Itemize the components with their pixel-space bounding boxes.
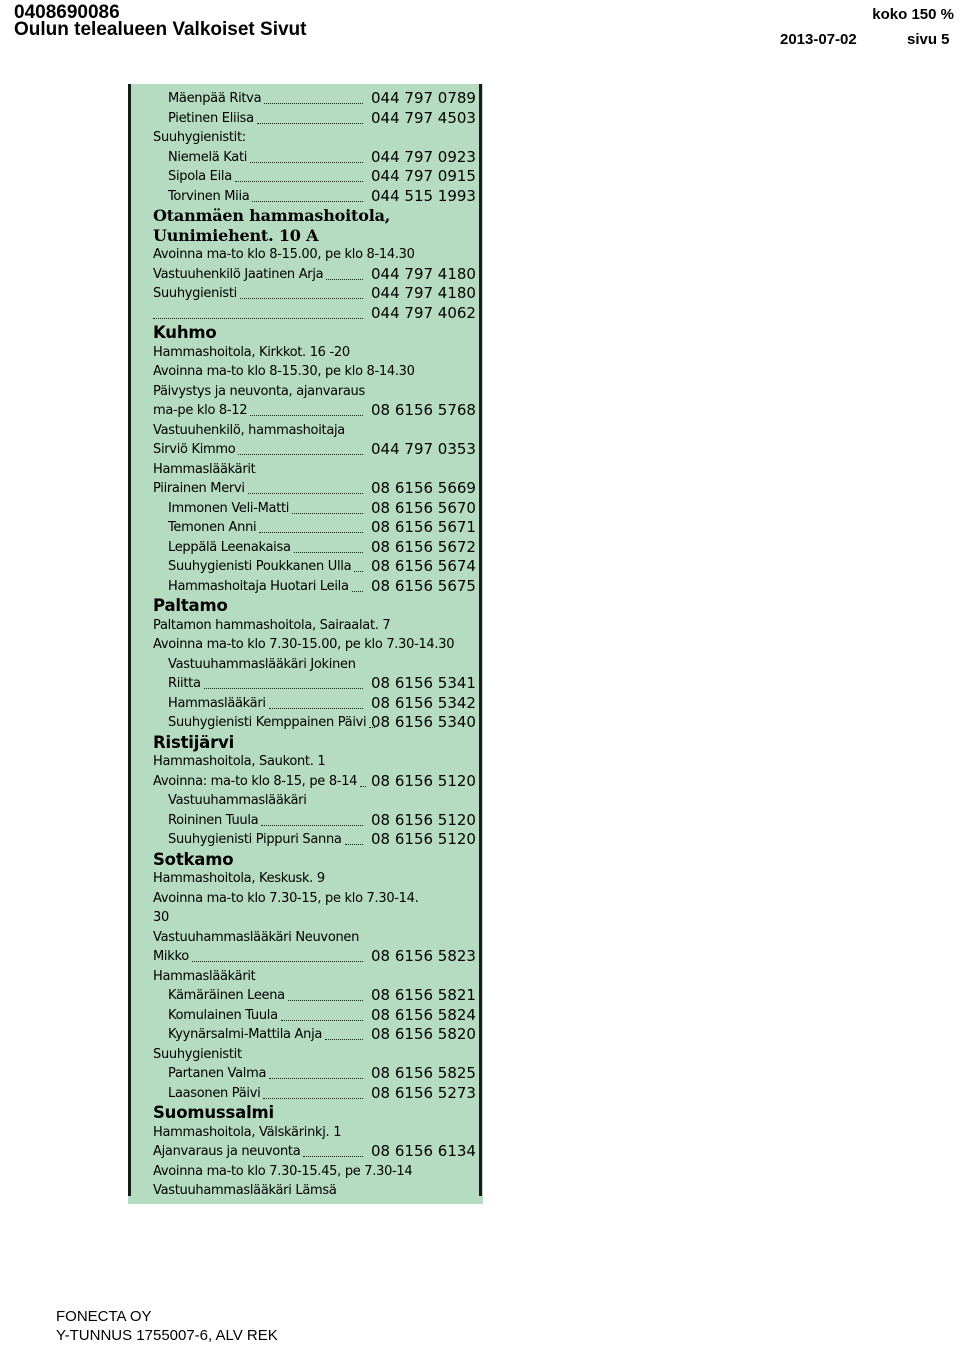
entry-name: Vastuuhenkilö Jaatinen Arja: [153, 266, 324, 282]
section-heading-text: Kuhmo: [153, 323, 217, 342]
listing-entry: [128, 889, 483, 909]
listing-entry: [128, 479, 483, 499]
listing-entry: [128, 947, 483, 967]
dot-leader: [264, 89, 363, 104]
footer-business-id: Y-TUNNUS 1755007-6, ALV REK: [56, 1327, 278, 1344]
zoom-level: koko 150 %: [872, 6, 954, 23]
dot-leader: [326, 265, 363, 280]
listing-entry: [128, 382, 483, 402]
phone-number: 08 6156 5672: [371, 537, 476, 556]
listing-entry: [128, 245, 483, 265]
entry-name: Mikko: [153, 949, 189, 964]
entry-name: Suuhygienisti Kemppainen Päivi: [168, 715, 367, 730]
listing-entry: [128, 1181, 483, 1201]
listing-entry: [128, 635, 483, 655]
phone-number: 08 6156 5341: [371, 674, 476, 692]
entry-name: Roininen Tuula: [168, 812, 259, 828]
dot-leader: [294, 538, 363, 553]
entry-name: Avoinna: ma-to klo 8-15, pe 8-14: [153, 773, 358, 789]
entry-name: Mäenpää Ritva: [168, 91, 262, 106]
entry-name: Suuhygienisti Poukkanen Ulla: [168, 559, 352, 574]
entry-name: Vastuuhammaslääkäri Jokinen: [168, 656, 356, 672]
entry-name: 30: [153, 910, 169, 925]
dot-leader: [292, 499, 363, 514]
entry-name: Kyynärsalmi-Mattila Anja: [168, 1027, 323, 1042]
dot-leader: [204, 674, 363, 689]
entry-name: Suuhygienisti Pippuri Sanna: [168, 832, 342, 847]
dot-leader: [261, 811, 363, 826]
listing-entry: [128, 577, 483, 597]
listing-entry: [128, 518, 483, 538]
phone-number: 044 797 0789: [371, 89, 476, 107]
print-date: 2013-07-02: [780, 31, 857, 48]
listing-entry: [128, 908, 483, 928]
listing-entry: [128, 928, 483, 948]
phone-number: 08 6156 5768: [371, 401, 476, 419]
section-heading: [128, 733, 483, 753]
phone-number: 08 6156 5825: [371, 1064, 476, 1082]
section-heading-text: Otanmäen hammashoitola,: [153, 206, 391, 225]
entry-name: Hammashoitaja Huotari Leila: [168, 578, 349, 594]
listing-entry: [128, 752, 483, 772]
dot-leader: [248, 479, 363, 494]
entry-name: Riitta: [168, 676, 201, 691]
listing-entry: [128, 1025, 483, 1045]
header-phone: 0408690086: [14, 2, 120, 23]
section-heading: [128, 596, 483, 616]
listing-entry: [128, 616, 483, 636]
listing-entry: [128, 674, 483, 694]
dot-leader: [250, 148, 363, 163]
listing-entry: [128, 187, 483, 207]
phone-number: 044 797 0923: [371, 147, 476, 166]
listing-entry: [128, 967, 483, 987]
entry-name: Vastuuhammaslääkäri Lämsä: [153, 1183, 337, 1198]
phone-number: 044 797 0353: [371, 440, 476, 458]
phone-number: 08 6156 5120: [371, 810, 476, 829]
entry-name: Hammashoitola, Kirkkot. 16 -20: [153, 344, 350, 360]
entry-name: Temonen Anni: [168, 520, 257, 535]
phone-number: 08 6156 5670: [371, 498, 476, 517]
phone-number: 044 797 4062: [371, 303, 476, 322]
entry-name: ma-pe klo 8-12: [153, 403, 248, 418]
listing-entry: [128, 440, 483, 460]
listing-entry: [128, 811, 483, 831]
section-heading: [128, 850, 483, 870]
entry-name: Torvinen Miia: [168, 188, 250, 204]
section-heading: [128, 323, 483, 343]
phone-number: 08 6156 5669: [371, 479, 476, 497]
dot-leader: [281, 1006, 363, 1021]
phone-number: 08 6156 5120: [371, 771, 476, 790]
phone-number: 08 6156 6134: [371, 1142, 476, 1160]
page-number: sivu 5: [907, 31, 950, 48]
listing-entry: [128, 265, 483, 285]
dot-leader: [263, 1084, 363, 1099]
listing-entry: [128, 557, 483, 577]
entry-name: Partanen Valma: [168, 1066, 267, 1081]
listing-entry: [128, 109, 483, 129]
listing-entry: [128, 772, 483, 792]
directory-entries: [128, 89, 483, 1201]
entry-name: Hammaslääkäri: [168, 695, 266, 711]
section-heading-text: Suomussalmi: [153, 1103, 274, 1122]
listing-entry: [128, 1045, 483, 1065]
listing-entry: [128, 1064, 483, 1084]
entry-name: Hammaslääkärit: [153, 461, 256, 477]
phone-number: 044 797 0915: [371, 167, 476, 185]
entry-name: Avoinna ma-to klo 8-15.30, pe klo 8-14.30: [153, 364, 415, 379]
listing-column: [128, 84, 483, 1204]
phone-number: 08 6156 5675: [371, 576, 476, 595]
listing-entry: [128, 167, 483, 187]
entry-name: Kämäräinen Leena: [168, 988, 285, 1003]
dot-leader: [303, 1142, 363, 1157]
dot-leader: [240, 284, 363, 299]
entry-name: Ajanvaraus ja neuvonta: [153, 1144, 301, 1159]
dot-leader: [288, 986, 363, 1001]
section-heading: [128, 206, 483, 226]
footer-company: FONECTA OY: [56, 1308, 152, 1325]
phone-number: 08 6156 5340: [371, 713, 476, 731]
dot-leader: [352, 577, 363, 592]
entry-name: Immonen Veli-Matti: [168, 500, 290, 516]
listing-entry: [128, 343, 483, 363]
phone-number: 08 6156 5823: [371, 947, 476, 965]
listing-entry: [128, 830, 483, 850]
listing-entry: [128, 421, 483, 441]
entry-name: Avoinna ma-to klo 7.30-15.00, pe klo 7.30-14.30: [153, 637, 455, 652]
entry-name: Avoinna ma-to klo 7.30-15, pe klo 7.30-14.: [153, 890, 419, 906]
entry-name: Suuhygienistit:: [153, 130, 246, 145]
listing-entry: [128, 499, 483, 519]
entry-name: Hammashoitola, Saukont. 1: [153, 754, 326, 769]
phone-number: 044 797 4503: [371, 108, 476, 127]
listing-entry: [128, 986, 483, 1006]
listing-entry: [128, 304, 483, 324]
entry-name: Pietinen Eliisa: [168, 110, 254, 126]
listing-entry: [128, 869, 483, 889]
phone-number: 044 797 4180: [371, 284, 476, 302]
dot-leader: [325, 1025, 363, 1040]
entry-name: Suuhygienisti: [153, 286, 237, 301]
listing-entry: [128, 791, 483, 811]
listing-entry: [128, 1084, 483, 1104]
section-heading-text: Sotkamo: [153, 849, 234, 869]
entry-name: Suuhygienistit: [153, 1046, 242, 1062]
dot-leader: [360, 772, 366, 787]
listing-entry: [128, 538, 483, 558]
entry-name: Komulainen Tuula: [168, 1007, 278, 1023]
dot-leader: [252, 187, 363, 202]
phone-number: 08 6156 5820: [371, 1025, 476, 1043]
listing-entry: [128, 1162, 483, 1182]
entry-name: Vastuuhammaslääkäri: [168, 793, 307, 808]
entry-name: Vastuuhenkilö, hammashoitaja: [153, 422, 345, 438]
phone-number: 08 6156 5674: [371, 557, 476, 575]
dot-leader: [192, 947, 363, 962]
entry-name: Sipola Eila: [168, 169, 232, 184]
listing-entry: [128, 694, 483, 714]
entry-name: Avoinna ma-to klo 8-15.00, pe klo 8-14.30: [153, 247, 415, 262]
section-heading-text: Ristijärvi: [153, 732, 235, 752]
dot-leader: [269, 1064, 363, 1079]
entry-name: Leppälä Leenakaisa: [168, 539, 291, 555]
entry-name: Avoinna ma-to klo 7.30-15.45, pe 7.30-14: [153, 1163, 413, 1179]
dot-leader: [257, 109, 363, 124]
phone-number: 08 6156 5821: [371, 986, 476, 1004]
page-title: Oulun telealueen Valkoiset Sivut: [14, 19, 307, 40]
listing-entry: [128, 655, 483, 675]
dot-leader: [345, 830, 363, 845]
entry-name: Hammashoitola, Keskusk. 9: [153, 871, 325, 886]
entry-name: Niemelä Kati: [168, 149, 248, 165]
dot-leader: [259, 518, 363, 533]
entry-name: Hammaslääkärit: [153, 968, 256, 984]
listing-entry: [128, 713, 483, 733]
entry-name: Laasonen Päivi: [168, 1085, 261, 1101]
phone-number: 08 6156 5824: [371, 1005, 476, 1024]
phone-number: 08 6156 5342: [371, 693, 476, 712]
phone-number: 08 6156 5120: [371, 830, 476, 848]
listing-entry: [128, 1006, 483, 1026]
dot-leader: [250, 401, 363, 416]
dot-leader: [354, 557, 363, 572]
listing-entry: [128, 128, 483, 148]
dot-leader: [238, 440, 363, 455]
listing-entry: [128, 89, 483, 109]
entry-name: Piirainen Mervi: [153, 481, 245, 496]
listing-entry: [128, 1142, 483, 1162]
entry-name: Sirviö Kimmo: [153, 442, 236, 457]
entry-name: Päivystys ja neuvonta, ajanvaraus: [153, 383, 365, 399]
listing-entry: [128, 460, 483, 480]
entry-name: Hammashoitola, Välskärinkj. 1: [153, 1124, 342, 1140]
phone-number: 044 797 4180: [371, 264, 476, 283]
phone-number: 08 6156 5671: [371, 518, 476, 536]
phone-number: 044 515 1993: [371, 186, 476, 205]
entry-name: Vastuuhammaslääkäri Neuvonen: [153, 929, 360, 945]
section-heading: [128, 1103, 483, 1123]
section-heading: [128, 226, 483, 246]
phone-number: 08 6156 5273: [371, 1083, 476, 1102]
dot-leader: [153, 304, 363, 319]
listing-entry: [128, 362, 483, 382]
section-heading-text: Uunimiehent. 10 A: [153, 225, 319, 245]
dot-leader: [235, 167, 363, 182]
dot-leader: [269, 694, 363, 709]
section-heading-text: Paltamo: [153, 596, 228, 615]
listing-entry: [128, 148, 483, 168]
listing-entry: [128, 1123, 483, 1143]
listing-entry: [128, 401, 483, 421]
entry-name: Paltamon hammashoitola, Sairaalat. 7: [153, 617, 391, 633]
listing-entry: [128, 284, 483, 304]
